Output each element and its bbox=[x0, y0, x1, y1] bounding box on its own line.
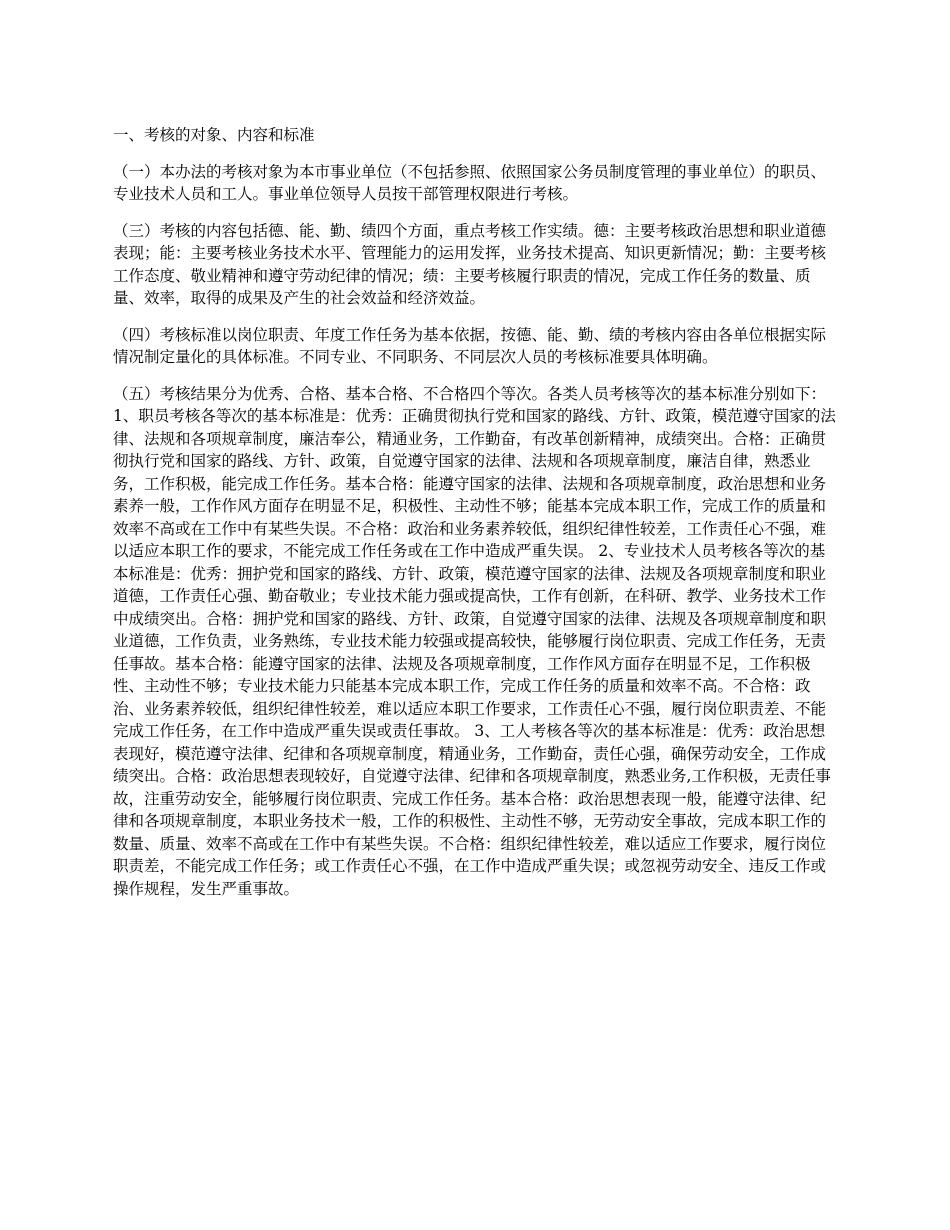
paragraph-1: （一）本办法的考核对象为本市事业单位（不包括参照、依照国家公务员制度管理的事业单位）的职员、专业技术人员和工人。事业单位领导人员按干部管理权限进行考核。 bbox=[113, 162, 827, 203]
document-body bbox=[113, 124, 840, 914]
section-heading: 一、考核的对象、内容和标准 bbox=[113, 126, 315, 144]
paragraph-4: （五）考核结果分为优秀、合格、基本合格、不合格四个等次。各类人员考核等次的基本标准分别如下： 1、职员考核各等次的基本标准是：优秀：正确贯彻执行党和国家的路线、方针、政策，模范遵守国家的法律、法规和各项规章制度，廉洁奉公，精通业务，工作勤奋，有改革创新精神，成绩突出。合格：正确贯彻执行党和国家的路线、方针、政策，自觉遵守国家的法律、法规和各项规章制度，廉洁自律，熟悉业务，工作积极，能完成工作任务。基本合格：能遵守国家的法律、法规和各项规章制度，政治思想和业务素养一般，工作作风方面存在明显不足，积极性、主动性不够；能基本完成本职工作，完成工作的质量和效率不高或在工作中有某些失误。不合格：政治和业务素养较低，组织纪律性较差，工作责任心不强，难以适应本职工作的要求，不能完成工作任务或在工作中造成严重失误。 2、专业技术人员考核各等次的基本标准是：优秀：拥护党和国家的路线、方针、政策，模范遵守国家的法律、法规及各项规章制度和职业道德，工作责任心强、勤奋敬业；专业技术能力强或提高快，工作有创新，在科研、教学、业务技术工作中成绩突出。合格：拥护党和国家的路线、方针、政策，自觉遵守国家的法律、法规及各项规章制度和职业道德，工作负责，业务熟练，专业技术能力较强或提高较快，能够履行岗位职责、完成工作任务，无责任事故。基本合格：能遵守国家的法律、法规及各项规章制度，工作作风方面存在明显不足，工作积极性、主动性不够；专业技术能力只能基本完成本职工作，完成工作任务的质量和效率不高。不合格：政治、业务素养较低，组织纪律性较差，难以适应本职工作要求，工作责任心不强，履行岗位职责差、不能完成工作任务，在工作中造成严重失误或责任事故。 3、工人考核各等次的基本标准是：优秀：政治思想表现好，模范遵守法律、纪律和各项规章制度，精通业务，工作勤奋，责任心强，确保劳动安全，工作成绩突出。合格：政治思想表现较好，自觉遵守法律、纪律和各项规章制度，熟悉业务,工作积极，无责任事故，注重劳动安全，能够履行岗位职责、完成工作任务。基本合格：政治思想表现一般，能遵守法律、纪律和各项规章制度，本职业务技术一般，工作的积极性、主动性不够，无劳动安全事故，完成本职工作的数量、质量、效率不高或在工作中有某些失误。不合格：组织纪律性较差，难以适应工作要求，履行岗位职责差，不能完成工作任务；或工作责任心不强，在工作中造成严重失误；或忽视劳动安全、违反工作或操作规程，发生严重事故。 bbox=[113, 384, 836, 898]
paragraph-3: （四）考核标准以岗位职责、年度工作任务为基本依据，按德、能、勤、绩的考核内容由各单位根据实际情况制定量化的具体标准。不同专业、不同职务、不同层次人员的考核标准要具体明确。 bbox=[113, 325, 827, 366]
paragraph-2: （三）考核的内容包括德、能、勤、绩四个方面，重点考核工作实绩。德：主要考核政治思想和职业道德表现；能：主要考核业务技术水平、管理能力的运用发挥，业务技术提高、知识更新情况；勤：主要考核工作态度、敬业精神和遵守劳动纪律的情况；绩：主要考核履行职责的情况，完成工作任务的数量、质量、效率，取得的成果及产生的社会效益和经济效益。 bbox=[113, 221, 827, 307]
